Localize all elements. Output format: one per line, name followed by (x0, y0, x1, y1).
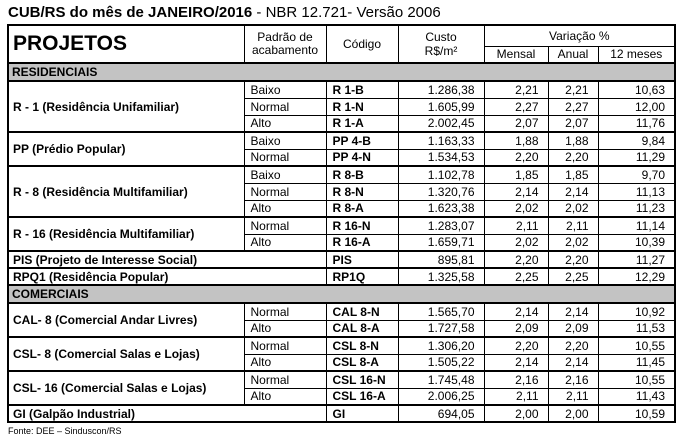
title-norm: - NBR 12.721- Versão 2006 (252, 4, 441, 21)
cell-mensal: 2,02 (484, 234, 548, 251)
cell-custo: 1.745,48 (398, 371, 484, 388)
cell-12meses: 12,29 (598, 268, 675, 285)
table-row (8, 371, 675, 388)
project-name: CSL- 16 (Comercial Salas e Lojas) (8, 371, 244, 405)
cell-12meses: 11,14 (598, 217, 675, 234)
table-row (8, 337, 675, 354)
cell-codigo: R 8-N (326, 183, 398, 200)
cell-padrao: Alto (244, 234, 326, 251)
cell-padrao: Baixo (244, 166, 326, 183)
cell-mensal: 2,20 (484, 251, 548, 268)
cell-mensal: 1,85 (484, 166, 548, 183)
cell-anual: 2,11 (548, 217, 598, 234)
cell-custo: 2.002,45 (398, 115, 484, 132)
cell-mensal: 2,02 (484, 200, 548, 217)
cell-codigo: GI (326, 405, 398, 422)
table-row (8, 166, 675, 183)
cell-codigo: R 16-A (326, 234, 398, 251)
cell-custo: 1.659,71 (398, 234, 484, 251)
cell-custo: 1.534,53 (398, 149, 484, 166)
cell-codigo: CSL 16-N (326, 371, 398, 388)
project-name: CSL- 8 (Comercial Salas e Lojas) (8, 337, 244, 371)
cell-12meses: 11,43 (598, 388, 675, 405)
cell-12meses: 9,70 (598, 166, 675, 183)
cell-custo: 1.325,58 (398, 268, 484, 285)
cell-codigo: R 1-N (326, 98, 398, 115)
cell-mensal: 2,11 (484, 217, 548, 234)
cell-12meses: 11,27 (598, 251, 675, 268)
cell-codigo: PP 4-N (326, 149, 398, 166)
cell-mensal: 2,14 (484, 183, 548, 200)
cell-mensal: 1,88 (484, 132, 548, 149)
cell-padrao: Alto (244, 320, 326, 337)
project-name: PP (Prédio Popular) (8, 132, 244, 166)
source-note: Fonte: DEE – Sinduscon/RS (8, 426, 122, 436)
cell-anual: 1,85 (548, 166, 598, 183)
cell-custo: 1.320,76 (398, 183, 484, 200)
cell-anual: 2,25 (548, 268, 598, 285)
section-label: COMERCIAIS (8, 285, 675, 303)
cell-anual: 2,11 (548, 388, 598, 405)
cell-mensal: 2,07 (484, 115, 548, 132)
cell-12meses: 11,53 (598, 320, 675, 337)
cell-12meses: 10,63 (598, 81, 675, 98)
cell-12meses: 10,55 (598, 371, 675, 388)
cell-padrao: Baixo (244, 132, 326, 149)
table-row (8, 132, 675, 149)
page-title (7, 2, 683, 24)
header-anual: Anual (548, 46, 598, 63)
cell-12meses: 11,45 (598, 354, 675, 371)
cell-anual: 2,02 (548, 200, 598, 217)
cell-padrao: Normal (244, 98, 326, 115)
cell-12meses: 11,13 (598, 183, 675, 200)
cell-12meses: 10,92 (598, 303, 675, 320)
cell-12meses: 10,39 (598, 234, 675, 251)
cell-custo: 2.006,25 (398, 388, 484, 405)
table-row (8, 251, 675, 268)
cell-codigo: PP 4-B (326, 132, 398, 149)
cell-padrao: Alto (244, 200, 326, 217)
cub-table (7, 24, 676, 423)
cell-12meses: 10,55 (598, 337, 675, 354)
cell-codigo: R 8-A (326, 200, 398, 217)
cell-custo: 1.163,33 (398, 132, 484, 149)
header-mensal: Mensal (484, 46, 548, 63)
section-label: RESIDENCIAIS (8, 63, 675, 81)
cell-codigo: PIS (326, 251, 398, 268)
cell-mensal: 2,16 (484, 371, 548, 388)
cell-custo: 1.286,38 (398, 81, 484, 98)
table-header (8, 25, 675, 63)
cell-codigo: R 16-N (326, 217, 398, 234)
cell-anual: 2,27 (548, 98, 598, 115)
project-name: R - 8 (Residência Multifamiliar) (8, 166, 244, 217)
cell-custo: 895,81 (398, 251, 484, 268)
table-row (8, 303, 675, 320)
cell-anual: 2,09 (548, 320, 598, 337)
cell-codigo: CSL 16-A (326, 388, 398, 405)
cell-anual: 2,21 (548, 81, 598, 98)
cell-padrao: Normal (244, 183, 326, 200)
cell-padrao: Alto (244, 354, 326, 371)
cell-padrao: Normal (244, 303, 326, 320)
cell-padrao: Normal (244, 371, 326, 388)
table-row (8, 81, 675, 98)
cell-anual: 2,16 (548, 371, 598, 388)
cell-12meses: 9,84 (598, 132, 675, 149)
cell-codigo: CAL 8-A (326, 320, 398, 337)
cell-12meses: 12,00 (598, 98, 675, 115)
cell-anual: 2,07 (548, 115, 598, 132)
cell-codigo: RP1Q (326, 268, 398, 285)
cell-custo: 694,05 (398, 405, 484, 422)
cell-codigo: CSL 8-N (326, 337, 398, 354)
section-row (8, 285, 675, 303)
cell-custo: 1.727,58 (398, 320, 484, 337)
cell-codigo: R 1-B (326, 81, 398, 98)
cell-12meses: 11,23 (598, 200, 675, 217)
cell-custo: 1.102,78 (398, 166, 484, 183)
header-codigo: Código (326, 25, 398, 63)
section-row (8, 63, 675, 81)
cell-12meses: 10,59 (598, 405, 675, 422)
cell-custo: 1.623,38 (398, 200, 484, 217)
header-custo (398, 25, 484, 63)
header-custo-line2: R$/m² (424, 44, 458, 58)
cell-padrao: Normal (244, 149, 326, 166)
cell-mensal: 2,09 (484, 320, 548, 337)
header-12meses: 12 meses (598, 46, 675, 63)
cell-anual: 2,14 (548, 183, 598, 200)
cell-codigo: R 1-A (326, 115, 398, 132)
table-row (8, 405, 675, 422)
cell-anual: 2,14 (548, 354, 598, 371)
cell-mensal: 2,14 (484, 354, 548, 371)
cell-mensal: 2,21 (484, 81, 548, 98)
project-name: RPQ1 (Residência Popular) (8, 268, 326, 285)
cell-mensal: 2,20 (484, 337, 548, 354)
header-variacao: Variação % (484, 25, 675, 46)
header-padrao-acabamento: Padrão de acabamento (244, 25, 326, 63)
cell-padrao: Normal (244, 337, 326, 354)
cell-mensal: 2,27 (484, 98, 548, 115)
cell-anual: 1,88 (548, 132, 598, 149)
cell-padrao: Alto (244, 388, 326, 405)
header-projetos: PROJETOS (8, 25, 244, 63)
title-month: CUB/RS do mês de JANEIRO/2016 (8, 4, 253, 21)
table-row (8, 268, 675, 285)
cell-custo: 1.565,70 (398, 303, 484, 320)
cell-12meses: 11,29 (598, 149, 675, 166)
cell-mensal: 2,00 (484, 405, 548, 422)
cell-anual: 2,20 (548, 149, 598, 166)
cell-custo: 1.306,20 (398, 337, 484, 354)
cell-custo: 1.505,22 (398, 354, 484, 371)
cell-anual: 2,20 (548, 251, 598, 268)
project-name: R - 16 (Residência Multifamiliar) (8, 217, 244, 251)
project-name: GI (Galpão Industrial) (8, 405, 326, 422)
cell-12meses: 11,76 (598, 115, 675, 132)
cell-codigo: R 8-B (326, 166, 398, 183)
cell-mensal: 2,20 (484, 149, 548, 166)
cell-custo: 1.605,99 (398, 98, 484, 115)
cell-custo: 1.283,07 (398, 217, 484, 234)
table-body (8, 63, 675, 422)
table-row (8, 217, 675, 234)
cell-codigo: CSL 8-A (326, 354, 398, 371)
project-name: R - 1 (Residência Unifamiliar) (8, 81, 244, 132)
cell-anual: 2,14 (548, 303, 598, 320)
cell-padrao: Baixo (244, 81, 326, 98)
cell-padrao: Normal (244, 217, 326, 234)
project-name: PIS (Projeto de Interesse Social) (8, 251, 326, 268)
header-custo-line1: Custo (425, 30, 457, 44)
cell-padrao: Alto (244, 115, 326, 132)
cell-anual: 2,02 (548, 234, 598, 251)
project-name: CAL- 8 (Comercial Andar Livres) (8, 303, 244, 337)
cell-mensal: 2,14 (484, 303, 548, 320)
cell-anual: 2,20 (548, 337, 598, 354)
cell-mensal: 2,25 (484, 268, 548, 285)
cell-mensal: 2,11 (484, 388, 548, 405)
cell-codigo: CAL 8-N (326, 303, 398, 320)
cell-anual: 2,00 (548, 405, 598, 422)
